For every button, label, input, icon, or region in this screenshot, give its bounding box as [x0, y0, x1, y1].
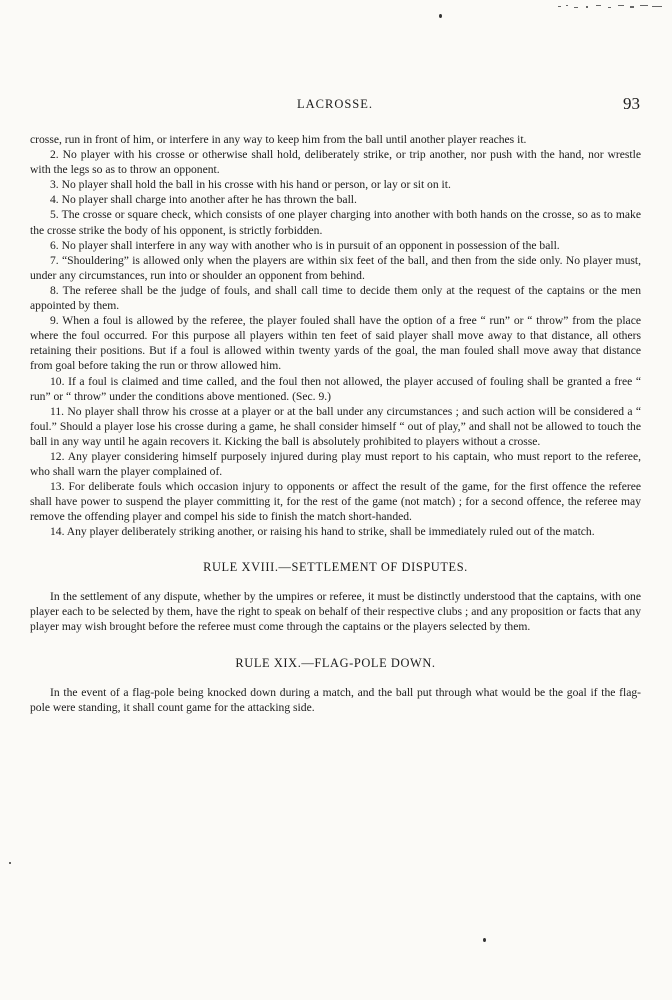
scan-noise-graphic — [556, 3, 666, 13]
rule-clauses — [30, 132, 641, 540]
clause-paragraph: 7. “Shouldering” is allowed only when the players are within six feet of the ball, and then from the side only. No player must, under any circumstances, run into or shoulder an opponent from behind. — [30, 253, 641, 282]
clause-paragraph: crosse, run in front of him, or interfere in any way to keep him from the ball until another player reaches it. — [30, 133, 527, 146]
running-head: LACROSSE. — [296, 97, 374, 111]
scan-speck — [483, 938, 486, 942]
scan-noise-top — [556, 0, 666, 10]
body-text — [30, 132, 641, 715]
rule-19-heading: RULE XIX.—FLAG-POLE DOWN. — [235, 655, 436, 670]
clause-paragraph: 5. The crosse or square check, which consists of one player charging into another with both hands on the crosse, so as to make the crosse strike the body of his opponent, is strictly forbidden. — [30, 208, 641, 237]
clause-paragraph: 14. Any player deliberately striking another, or raising his hand to strike, shall be immediately ruled out of the match. — [50, 525, 595, 539]
clause-paragraph: 12. Any player considering himself purposely injured during play must report to his captain, who must report to the referee, who shall warn the player complained of. — [30, 449, 641, 479]
rule-18-heading: RULE XVIII.—SETTLEMENT OF DISPUTES. — [203, 559, 468, 574]
clause-paragraph: 4. No player shall charge into another after he has thrown the ball. — [50, 193, 357, 207]
clause-paragraph: 8. The referee shall be the judge of fouls, and shall call time to decide them only at the request of the captains or the men appointed by them. — [30, 283, 641, 313]
clause-paragraph: 2. No player with his crosse or otherwise shall hold, deliberately strike, or trip another, nor push with the hand, nor wrestle with the legs so as to throw an opponent. — [30, 148, 641, 177]
clause-paragraph: 13. For deliberate fouls which occasion injury to opponents or affect the result of the game, for the first offence the referee shall have power to suspend the player committing it, for the rest of the game (not match) ; for a second offence, the referee may remove the offending player and compel his side to finish the match short-handed. — [30, 480, 641, 524]
clause-paragraph: 3. No player shall hold the ball in his crosse with his hand or person, or lay or sit on it. — [50, 178, 451, 192]
page-header — [30, 94, 640, 116]
scan-speck — [9, 862, 11, 864]
clause-paragraph: 10. If a foul is claimed and time called, and the foul then not allowed, the player accused of fouling shall be granted a free “ run” or “ throw” under the conditions above mentioned. (Sec. 9.) — [30, 374, 641, 403]
scan-speck — [439, 14, 442, 18]
page-number: 93 — [623, 94, 640, 113]
clause-paragraph: 6. No player shall interfere in any way with another who is in pursuit of an opponent in possession of the ball. — [50, 238, 560, 252]
rule-19-text: In the event of a flag-pole being knocked down during a match, and the ball put through what would be the goal if the flag-pole were standing, it shall count game for the attacking side. — [30, 686, 641, 715]
clause-paragraph: 9. When a foul is allowed by the referee, the player fouled shall have the option of a free “ run” or “ throw” from the place where the foul occurred. For this purpose all players within ten feet of said player shall move away to that distance, all others retaining their positions. But if a foul is allowed within twenty yards of the goal, the man fouled shall move away that distance from goal before taking the run or throw allowed him. — [30, 314, 641, 373]
rule-18-text: In the settlement of any dispute, whether by the umpires or referee, it must be distinctly understood that the captains, with one player each to be selected by them, have the right to speak on behalf of their respective clubs ; and any proposition or facts that any player may wish brought before the referee must come through the captains or the players selected by them. — [30, 589, 641, 633]
clause-paragraph: 11. No player shall throw his crosse at a player or at the ball under any circumstances ; and such action will be considered a “ foul.” Should a player lose his crosse during a game, he shall consider himself “ out of play,” and shall not be allowed to touch the ball in any way until he again recovers it. Kicking the ball is absolutely prohibited to players without a crosse. — [30, 404, 641, 448]
